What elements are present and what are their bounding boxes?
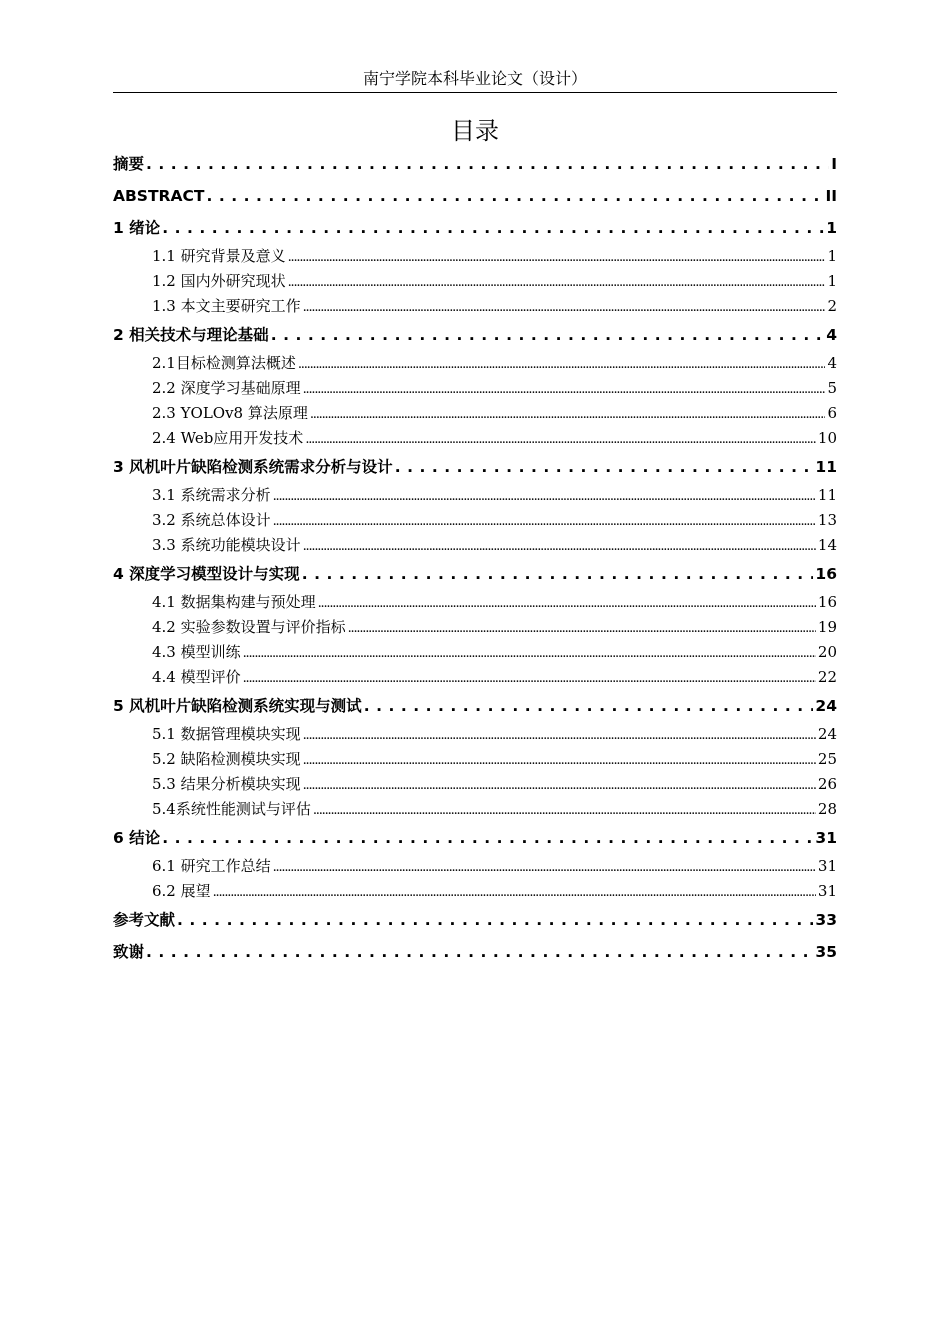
toc-entry-label: 6 结论: [113, 829, 161, 847]
toc-leader-dots: [303, 534, 816, 559]
toc-leader-dots: [146, 148, 829, 180]
toc-section-entry[interactable]: [113, 615, 837, 640]
toc-section-entry[interactable]: [113, 294, 837, 319]
toc-chapter-entry[interactable]: [113, 148, 837, 180]
toc-section-entry[interactable]: [113, 772, 837, 797]
toc-section-entry[interactable]: [113, 533, 837, 558]
toc-leader-dots: [271, 319, 825, 351]
toc-entry-label: 1 绪论: [113, 219, 161, 237]
toc-page-number: 35: [815, 943, 837, 961]
toc-entry-label: ABSTRACT: [113, 187, 205, 205]
toc-page-number: 13: [817, 511, 837, 529]
toc-leader-dots: [364, 690, 814, 722]
toc-entry-label: 2.3 YOLOv8 算法原理: [152, 404, 308, 422]
toc-leader-dots: [302, 558, 814, 590]
toc-entry-label: 6.2 展望: [152, 882, 211, 900]
toc-entry-label: 3.3 系统功能模块设计: [152, 536, 301, 554]
toc-entry-label: 1.2 国内外研究现状: [152, 272, 286, 290]
toc-page-number: 14: [817, 536, 837, 554]
toc-page-number: 1: [826, 219, 837, 237]
toc-entry-label: 4 深度学习模型设计与实现: [113, 565, 300, 583]
toc-page-number: 24: [815, 697, 837, 715]
toc-leader-dots: [395, 451, 814, 483]
toc-leader-dots: [303, 773, 816, 798]
toc-page-number: I: [831, 155, 837, 173]
toc-section-entry[interactable]: [113, 879, 837, 904]
toc-section-entry[interactable]: [113, 426, 837, 451]
toc-leader-dots: [305, 427, 816, 452]
toc-entry-label: 5.2 缺陷检测模块实现: [152, 750, 301, 768]
toc-page-number: 1: [827, 247, 837, 265]
toc-entry-label: 2 相关技术与理论基础: [113, 326, 269, 344]
toc-leader-dots: [318, 591, 816, 616]
toc-entry-label: 4.3 模型训练: [152, 643, 241, 661]
toc-chapter-entry[interactable]: [113, 690, 837, 722]
toc-page-number: 16: [815, 565, 837, 583]
toc-entry-label: 1.3 本文主要研究工作: [152, 297, 301, 315]
toc-page-number: 26: [817, 775, 837, 793]
toc-page-number: 2: [827, 297, 837, 315]
toc-page-number: 22: [817, 668, 837, 686]
toc-page-number: 1: [827, 272, 837, 290]
toc-entry-label: 1.1 研究背景及意义: [152, 247, 286, 265]
toc-entry-label: 4.4 模型评价: [152, 668, 241, 686]
toc-page-number: 10: [817, 429, 837, 447]
toc-section-entry[interactable]: [113, 665, 837, 690]
toc-leader-dots: [273, 484, 816, 509]
toc-leader-dots: [146, 936, 813, 968]
toc-section-entry[interactable]: [113, 590, 837, 615]
toc-chapter-entry[interactable]: [113, 212, 837, 244]
toc-leader-dots: [273, 509, 816, 534]
toc-page-number: 19: [817, 618, 837, 636]
toc-page-number: 6: [827, 404, 837, 422]
toc-leader-dots: [310, 402, 826, 427]
toc-entry-label: 参考文献: [113, 911, 176, 929]
toc-page-number: 31: [815, 829, 837, 847]
toc-leader-dots: [298, 352, 826, 377]
toc-section-entry[interactable]: [113, 747, 837, 772]
toc-section-entry[interactable]: [113, 483, 837, 508]
running-header: 南宁学院本科毕业论文（设计）: [113, 66, 837, 93]
toc-section-entry[interactable]: [113, 854, 837, 879]
toc-leader-dots: [162, 822, 813, 854]
toc-leader-dots: [177, 904, 813, 936]
toc-page-number: 31: [817, 857, 837, 875]
toc-entry-label: 4.1 数据集构建与预处理: [152, 593, 316, 611]
toc-leader-dots: [206, 180, 823, 212]
toc-entry-label: 致谢: [113, 943, 145, 961]
toc-leader-dots: [288, 270, 826, 295]
toc-leader-dots: [288, 245, 826, 270]
toc-section-entry[interactable]: [113, 269, 837, 294]
toc-section-entry[interactable]: [113, 722, 837, 747]
toc-page-number: 28: [817, 800, 837, 818]
toc-section-entry[interactable]: [113, 508, 837, 533]
toc-leader-dots: [303, 295, 826, 320]
toc-entry-label: 3.1 系统需求分析: [152, 486, 271, 504]
toc-entry-label: 3.2 系统总体设计: [152, 511, 271, 529]
toc-leader-dots: [303, 748, 816, 773]
toc-chapter-entry[interactable]: [113, 936, 837, 968]
toc-entry-label: 3 风机叶片缺陷检测系统需求分析与设计: [113, 458, 393, 476]
toc-section-entry[interactable]: [113, 797, 837, 822]
toc-section-entry[interactable]: [113, 640, 837, 665]
toc-entry-label: 5.3 结果分析模块实现: [152, 775, 301, 793]
toc-entry-label: 5.1 数据管理模块实现: [152, 725, 301, 743]
toc-leader-dots: [273, 855, 816, 880]
toc-section-entry[interactable]: [113, 401, 837, 426]
toc-page-number: 31: [817, 882, 837, 900]
toc-chapter-entry[interactable]: [113, 822, 837, 854]
toc-section-entry[interactable]: [113, 244, 837, 269]
toc-section-entry[interactable]: [113, 376, 837, 401]
toc-entry-label: 2.4 Web应用开发技术: [152, 429, 304, 447]
toc-entry-label: 4.2 实验参数设置与评价指标: [152, 618, 346, 636]
toc-page-number: 33: [815, 911, 837, 929]
toc-page-number: 16: [817, 593, 837, 611]
toc-page-number: II: [825, 187, 837, 205]
toc-entry-label: 摘要: [113, 155, 145, 173]
toc-chapter-entry[interactable]: [113, 558, 837, 590]
toc-page-number: 25: [817, 750, 837, 768]
table-of-contents: [113, 148, 837, 968]
toc-leader-dots: [243, 641, 816, 666]
toc-leader-dots: [303, 723, 816, 748]
toc-page-number: 5: [827, 379, 837, 397]
toc-entry-label: 5 风机叶片缺陷检测系统实现与测试: [113, 697, 362, 715]
toc-page-number: 24: [817, 725, 837, 743]
toc-leader-dots: [348, 616, 816, 641]
toc-page-number: 4: [826, 326, 837, 344]
toc-page-number: 11: [817, 486, 837, 504]
toc-page-number: 11: [815, 458, 837, 476]
toc-entry-label: 2.1目标检测算法概述: [152, 354, 296, 372]
toc-entry-label: 2.2 深度学习基础原理: [152, 379, 301, 397]
toc-leader-dots: [243, 666, 816, 691]
toc-entry-label: 5.4系统性能测试与评估: [152, 800, 311, 818]
toc-chapter-entry[interactable]: [113, 180, 837, 212]
toc-entry-label: 6.1 研究工作总结: [152, 857, 271, 875]
toc-leader-dots: [303, 377, 826, 402]
toc-section-entry[interactable]: [113, 351, 837, 376]
toc-leader-dots: [162, 212, 824, 244]
page-title: 目录: [451, 117, 499, 145]
toc-chapter-entry[interactable]: [113, 451, 837, 483]
toc-leader-dots: [213, 880, 816, 905]
toc-page-number: 20: [817, 643, 837, 661]
toc-chapter-entry[interactable]: [113, 904, 837, 936]
toc-chapter-entry[interactable]: [113, 319, 837, 351]
toc-leader-dots: [313, 798, 816, 823]
toc-page-number: 4: [827, 354, 837, 372]
